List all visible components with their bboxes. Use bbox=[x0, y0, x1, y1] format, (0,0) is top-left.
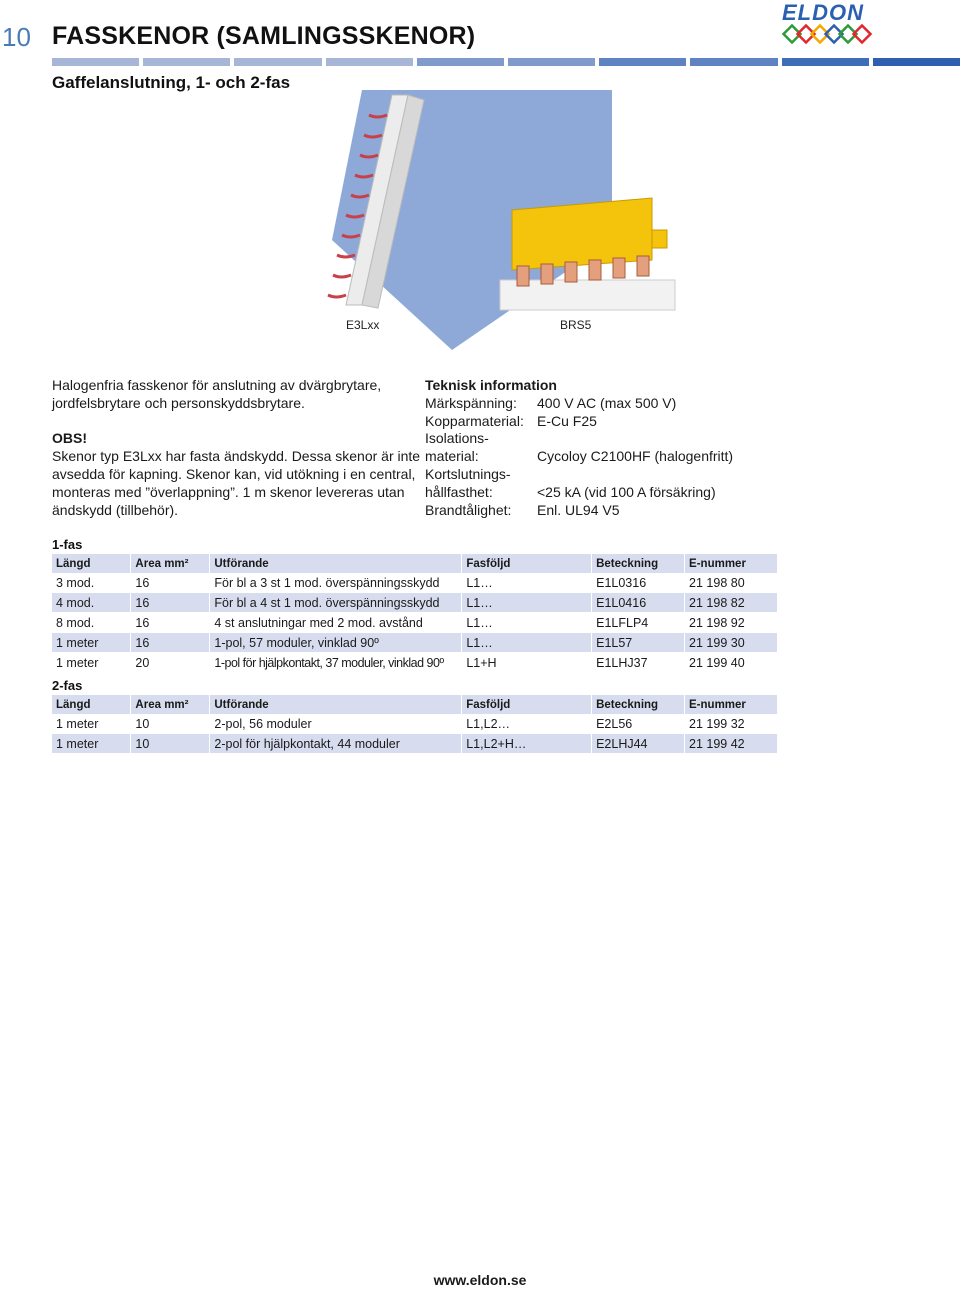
table-row bbox=[52, 633, 778, 653]
column-header: Fasföljd bbox=[462, 695, 592, 714]
product-illustration bbox=[52, 90, 692, 350]
column-header: Area mm² bbox=[131, 554, 210, 573]
table-cell: E1L57 bbox=[592, 633, 685, 653]
stripe bbox=[234, 58, 321, 66]
stripe bbox=[417, 58, 504, 66]
tech-row: Kopparmaterial: E-Cu F25 bbox=[425, 412, 597, 429]
table-cell: 1 meter bbox=[52, 734, 131, 754]
table-cell: 2-pol, 56 moduler bbox=[210, 714, 462, 734]
table-row bbox=[52, 734, 778, 754]
table-cell: L1… bbox=[462, 613, 592, 633]
column-header: Utförande bbox=[210, 695, 462, 714]
stripe bbox=[52, 58, 139, 66]
tech-row: Märkspänning: 400 V AC (max 500 V) bbox=[425, 394, 677, 411]
subtitle: Gaffelanslutning, 1- och 2-fas bbox=[52, 73, 291, 92]
table-row bbox=[52, 593, 778, 613]
stripe bbox=[873, 58, 960, 66]
table-cell: E1L0416 bbox=[592, 593, 685, 613]
table-header-row bbox=[52, 695, 778, 714]
stripe bbox=[326, 58, 413, 66]
table-cell: 21 198 80 bbox=[685, 573, 778, 593]
table-row bbox=[52, 653, 778, 673]
column-header: Area mm² bbox=[131, 695, 210, 714]
page-title: FASSKENOR (SAMLINGSSKENOR) bbox=[52, 22, 476, 50]
table-cell: 21 198 92 bbox=[685, 613, 778, 633]
table-cell: 1-pol för hjälpkontakt, 37 moduler, vinklad 90º bbox=[210, 653, 462, 673]
tech-row: Brandtålighet: Enl. UL94 V5 bbox=[425, 501, 620, 518]
table-cell: E2L56 bbox=[592, 714, 685, 734]
stripe bbox=[599, 58, 686, 66]
table-cell: E2LHJ44 bbox=[592, 734, 685, 754]
table-cell: 16 bbox=[131, 613, 210, 633]
table-header-row bbox=[52, 554, 778, 573]
logo-diamonds-icon bbox=[782, 0, 874, 56]
column-header: Beteckning bbox=[592, 695, 685, 714]
table-cell: 16 bbox=[131, 633, 210, 653]
table-1-fas bbox=[52, 554, 778, 673]
tech-row: Isolations- bbox=[425, 430, 489, 447]
table-cell: 21 198 82 bbox=[685, 593, 778, 613]
table1-label: 1-fas bbox=[52, 537, 83, 552]
obs-text: Skenor typ E3Lxx har fasta ändskydd. Dessa skenor är inte avsedda för kapning. Skenor kan, vid utökning i en central, monteras med ”överlappning”. 1 m skenor levereras utan ändskydd (tillbehör). bbox=[52, 448, 421, 518]
table-cell: 1 meter bbox=[52, 653, 131, 673]
column-header: Beteckning bbox=[592, 554, 685, 573]
product-images bbox=[52, 90, 692, 350]
table-2-fas bbox=[52, 695, 778, 754]
table-cell: L1… bbox=[462, 593, 592, 613]
table-cell: L1… bbox=[462, 573, 592, 593]
table-cell: För bl a 3 st 1 mod. överspänningsskydd bbox=[210, 573, 462, 593]
eldon-logo bbox=[782, 0, 874, 56]
table-cell: E1L0316 bbox=[592, 573, 685, 593]
column-header: E-nummer bbox=[685, 695, 778, 714]
table-cell: 21 199 42 bbox=[685, 734, 778, 754]
busbar-yellow-image bbox=[500, 198, 675, 310]
table-cell: 1 meter bbox=[52, 714, 131, 734]
tech-title: Teknisk information bbox=[425, 377, 557, 393]
stripe bbox=[782, 58, 869, 66]
table-cell: 4 mod. bbox=[52, 593, 131, 613]
table-cell: För bl a 4 st 1 mod. överspänningsskydd bbox=[210, 593, 462, 613]
table-cell: 2-pol för hjälpkontakt, 44 moduler bbox=[210, 734, 462, 754]
table-cell: L1… bbox=[462, 633, 592, 653]
tech-row: hållfasthet: <25 kA (vid 100 A försäkring) bbox=[425, 483, 716, 500]
table-cell: 21 199 40 bbox=[685, 653, 778, 673]
header-stripes bbox=[52, 58, 960, 66]
tech-row: Kortslutnings- bbox=[425, 465, 511, 482]
caption-brs5: BRS5 bbox=[560, 318, 592, 332]
table-cell: E1LFLP4 bbox=[592, 613, 685, 633]
column-header: Utförande bbox=[210, 554, 462, 573]
table-cell: 1-pol, 57 moduler, vinklad 90º bbox=[210, 633, 462, 653]
table2-label: 2-fas bbox=[52, 678, 83, 693]
footer-url[interactable]: www.eldon.se bbox=[433, 1272, 527, 1288]
table-cell: 8 mod. bbox=[52, 613, 131, 633]
caption-e3lxx: E3Lxx bbox=[346, 318, 380, 332]
table-cell: 21 199 30 bbox=[685, 633, 778, 653]
table-cell: 4 st anslutningar med 2 mod. avstånd bbox=[210, 613, 462, 633]
description-intro: Halogenfria fasskenor för anslutning av dvärgbrytare, jordfelsbrytare och personskyddsbrytare. bbox=[52, 377, 382, 411]
stripe bbox=[690, 58, 777, 66]
table-cell: L1+H bbox=[462, 653, 592, 673]
technical-information bbox=[425, 377, 945, 519]
logo-text: ELDON bbox=[782, 0, 864, 25]
page-number: 10 bbox=[2, 22, 31, 52]
table-cell: L1,L2… bbox=[462, 714, 592, 734]
table-cell: 3 mod. bbox=[52, 573, 131, 593]
column-header: Längd bbox=[52, 554, 131, 573]
column-header: E-nummer bbox=[685, 554, 778, 573]
table-cell: E1LHJ37 bbox=[592, 653, 685, 673]
table-cell: 21 199 32 bbox=[685, 714, 778, 734]
tech-row: material: Cycoloy C2100HF (halogenfritt) bbox=[425, 448, 734, 465]
column-header: Längd bbox=[52, 695, 131, 714]
table-cell: 10 bbox=[131, 714, 210, 734]
table-cell: 16 bbox=[131, 593, 210, 613]
stripe bbox=[508, 58, 595, 66]
table-row bbox=[52, 573, 778, 593]
table-cell: 16 bbox=[131, 573, 210, 593]
table-row bbox=[52, 613, 778, 633]
table-cell: 1 meter bbox=[52, 633, 131, 653]
table-cell: 20 bbox=[131, 653, 210, 673]
table-cell: 10 bbox=[131, 734, 210, 754]
obs-label: OBS! bbox=[52, 430, 87, 447]
stripe bbox=[143, 58, 230, 66]
column-header: Fasföljd bbox=[462, 554, 592, 573]
description bbox=[52, 377, 422, 519]
table-cell: L1,L2+H… bbox=[462, 734, 592, 754]
table-row bbox=[52, 714, 778, 734]
